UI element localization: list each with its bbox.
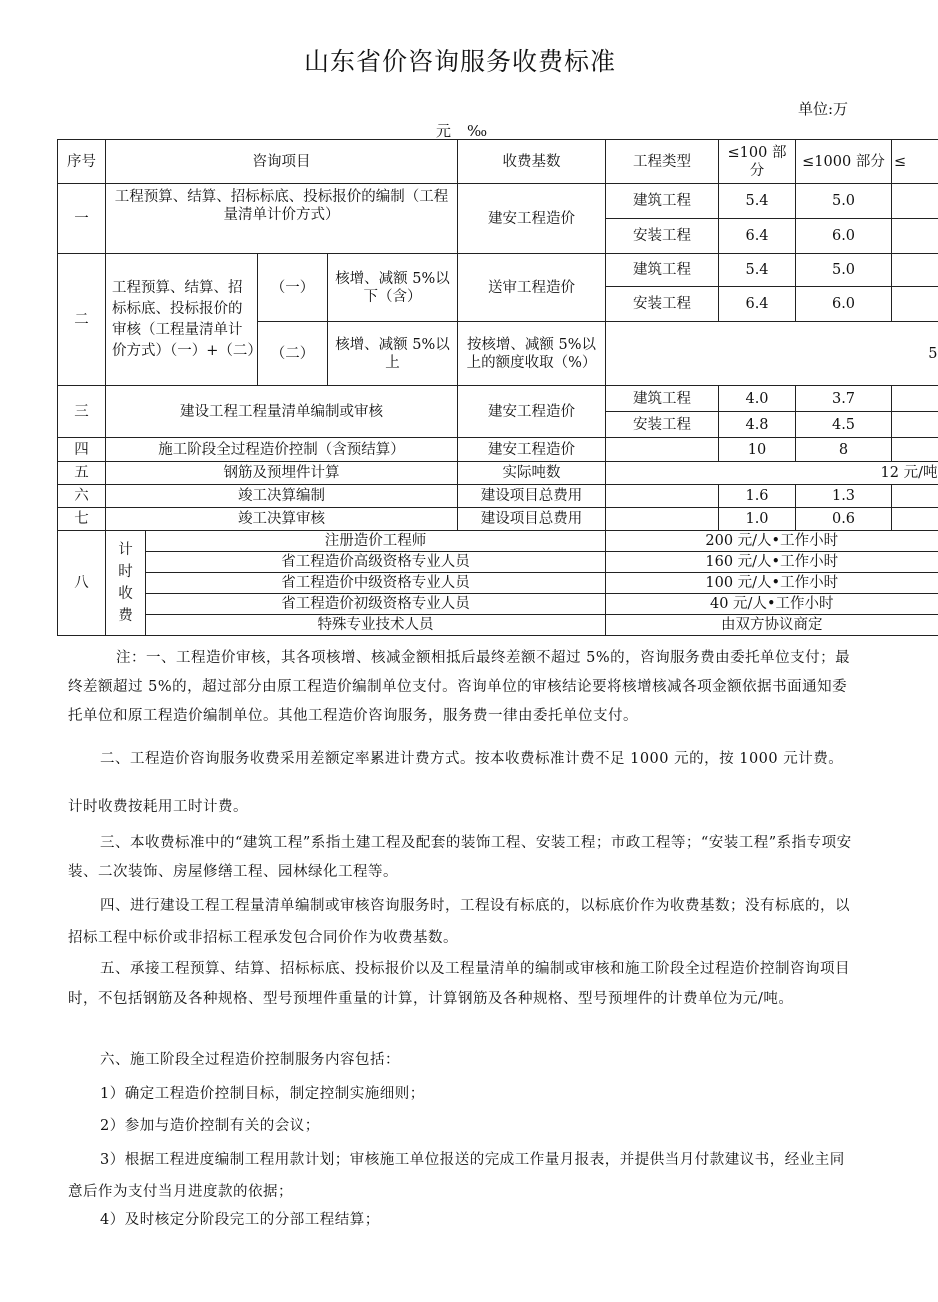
row3-type-a: 建筑工程 [606, 386, 719, 412]
row3-a-v2: 3.7 [796, 386, 892, 412]
row1-type-a: 建筑工程 [606, 184, 719, 219]
row8-item-name: 注册造价工程师 [146, 531, 606, 552]
note-10: 4）及时核定分阶段完工的分部工程结算； [100, 1212, 380, 1228]
row2-a-v1: 5.4 [719, 254, 796, 287]
row6-seq: 六 [58, 485, 106, 508]
row6-v1: 1.6 [719, 485, 796, 508]
row4-v1: 10 [719, 438, 796, 462]
note-2: 二、工程造价咨询服务收费采用差额定率累进计费方式。按本收费标准计费不足 1000 元的，按 1000 元计费。计时收费按耗用工时计费。 [68, 751, 844, 815]
table-row [58, 508, 938, 531]
note-6: 六、施工阶段全过程造价控制服务内容包括： [100, 1052, 400, 1068]
row3-b-v2: 4.5 [796, 412, 892, 438]
row7-v2: 0.6 [796, 508, 892, 531]
header-col3: ≤ [892, 140, 938, 184]
row2-item: 工程预算、结算、招标标底、投标报价的审核（工程量清单计价方式）（一）+（二） [106, 254, 258, 386]
row3-base: 建安工程造价 [458, 386, 606, 438]
row3-type-b: 安装工程 [606, 412, 719, 438]
row2-sub2-val: 5 [606, 322, 938, 386]
header-col1: ≤100 部分 [719, 140, 796, 184]
row7-base: 建设项目总费用 [458, 508, 606, 531]
row1-b-v3 [892, 219, 938, 254]
header-type: 工程类型 [606, 140, 719, 184]
table-row [58, 254, 938, 287]
row7-type [606, 508, 719, 531]
page-title: 山东省价咨询服务收费标准 [303, 47, 616, 76]
note-4: 四、进行建设工程工程量清单编制或审核咨询服务时，工程设有标底的，以标底价作为收费基数；没有标底的，以招标工程中标价或非招标工程承发包合同价作为收费基数。 [68, 898, 850, 946]
row8-item-rate: 40 元/人•工作小时 [606, 594, 938, 615]
row7-v1: 1.0 [719, 508, 796, 531]
row3-b-v1: 4.8 [719, 412, 796, 438]
row4-seq: 四 [58, 438, 106, 462]
note-8: 2）参加与造价控制有关的会议； [100, 1118, 320, 1134]
row1-a-v2: 5.0 [796, 184, 892, 219]
row3-b-v3 [892, 412, 938, 438]
row8-item-rate: 160 元/人•工作小时 [606, 552, 938, 573]
row2-sub1: （一） [258, 254, 328, 322]
note-9: 3）根据工程进度编制工程用款计划；审核施工单位报送的完成工作量月报表，并提供当月付款建议书，经业主同意后作为支付当月进度款的依据； [68, 1152, 845, 1200]
row2-a-v2: 5.0 [796, 254, 892, 287]
note-5: 五、承接工程预算、结算、招标标底、投标报价以及工程量清单的编制或审核和施工阶段全过程造价控制咨询项目时，不包括钢筋及各种规格、型号预埋件重量的计算，计算钢筋及各种规格、型号预埋件的计费单位为元/吨。 [68, 961, 850, 1007]
row3-item: 建设工程工程量清单编制或审核 [106, 386, 458, 438]
note-1: 注：一、工程造价审核，其各项核增、核减金额相抵后最终差额不超过 5%的，咨询服务费由委托单位支付；最终差额超过 5%的，超过部分由原工程造价编制单位支付。咨询单位的审核结论要将核增核减各项金额依据书面通知委托单位和原工程造价编制单位。其他工程造价咨询服务，服务费一律由委托单位支付。 [68, 650, 851, 724]
header-seq: 序号 [58, 140, 106, 184]
unit-permille: ‰ [467, 122, 488, 140]
unit-yuan: 元 [436, 122, 452, 140]
table-row [58, 531, 938, 552]
row3-a-v3 [892, 386, 938, 412]
row2-sub1-base: 送审工程造价 [458, 254, 606, 322]
row8-item-name: 省工程造价中级资格专业人员 [146, 573, 606, 594]
row7-seq: 七 [58, 508, 106, 531]
row4-type [606, 438, 719, 462]
row8-item-name: 省工程造价初级资格专业人员 [146, 594, 606, 615]
row2-type-a: 建筑工程 [606, 254, 719, 287]
row1-item: 工程预算、结算、招标标底、投标报价的编制（工程量清单计价方式） [106, 184, 458, 254]
row8-item-rate: 100 元/人•工作小时 [606, 573, 938, 594]
table-row [58, 485, 938, 508]
row2-b-v1: 6.4 [719, 287, 796, 322]
fee-table [57, 139, 938, 636]
row8-item-name: 省工程造价高级资格专业人员 [146, 552, 606, 573]
table-row [58, 386, 938, 412]
row1-a-v1: 5.4 [719, 184, 796, 219]
row6-base: 建设项目总费用 [458, 485, 606, 508]
row3-a-v1: 4.0 [719, 386, 796, 412]
row6-v2: 1.3 [796, 485, 892, 508]
table-row [58, 615, 938, 636]
row2-type-b: 安装工程 [606, 287, 719, 322]
unit-label: 单位:万 [798, 100, 849, 118]
header-item: 咨询项目 [106, 140, 458, 184]
table-row [58, 573, 938, 594]
row8-item-name: 特殊专业技术人员 [146, 615, 606, 636]
row1-base: 建安工程造价 [458, 184, 606, 254]
row4-v2: 8 [796, 438, 892, 462]
row1-b-v1: 6.4 [719, 219, 796, 254]
row5-seq: 五 [58, 462, 106, 485]
row6-type [606, 485, 719, 508]
row1-b-v2: 6.0 [796, 219, 892, 254]
row1-type-b: 安装工程 [606, 219, 719, 254]
row2-seq: 二 [58, 254, 106, 386]
table-header-row [58, 140, 938, 184]
row5-item: 钢筋及预埋件计算 [106, 462, 458, 485]
row5-base: 实际吨数 [458, 462, 606, 485]
row8-label: 计时收费 [106, 531, 146, 636]
row6-item: 竣工决算编制 [106, 485, 458, 508]
row5-val: 12 元/吨 [606, 462, 938, 485]
note-7: 1）确定工程造价控制目标，制定控制实施细则； [100, 1086, 425, 1102]
row2-a-v3 [892, 254, 938, 287]
row2-sub1-desc: 核增、减额 5%以下（含） [328, 254, 458, 322]
row7-v3 [892, 508, 938, 531]
row4-v3 [892, 438, 938, 462]
row2-b-v3 [892, 287, 938, 322]
row1-seq: 一 [58, 184, 106, 254]
row1-a-v3 [892, 184, 938, 219]
row6-v3 [892, 485, 938, 508]
row3-seq: 三 [58, 386, 106, 438]
table-row [58, 184, 938, 219]
note-3: 三、本收费标准中的“建筑工程”系指土建工程及配套的装饰工程、安装工程；市政工程等；“安装工程”系指专项安装、二次装饰、房屋修缮工程、园林绿化工程等。 [68, 835, 852, 880]
table-row [58, 552, 938, 573]
row8-item-rate: 200 元/人•工作小时 [606, 531, 938, 552]
row2-sub2-base: 按核增、减额 5%以上的额度收取（%） [458, 322, 606, 386]
row8-seq: 八 [58, 531, 106, 636]
row4-base: 建安工程造价 [458, 438, 606, 462]
row4-item: 施工阶段全过程造价控制（含预结算） [106, 438, 458, 462]
row2-sub2-desc: 核增、减额 5%以上 [328, 322, 458, 386]
table-row [58, 594, 938, 615]
table-row [58, 438, 938, 462]
header-base: 收费基数 [458, 140, 606, 184]
row7-item: 竣工决算审核 [106, 508, 458, 531]
row8-item-rate: 由双方协议商定 [606, 615, 938, 636]
row2-sub2: （二） [258, 322, 328, 386]
row2-b-v2: 6.0 [796, 287, 892, 322]
unit-label-2 [436, 120, 487, 141]
header-col2: ≤1000 部分 [796, 140, 892, 184]
table-row [58, 462, 938, 485]
